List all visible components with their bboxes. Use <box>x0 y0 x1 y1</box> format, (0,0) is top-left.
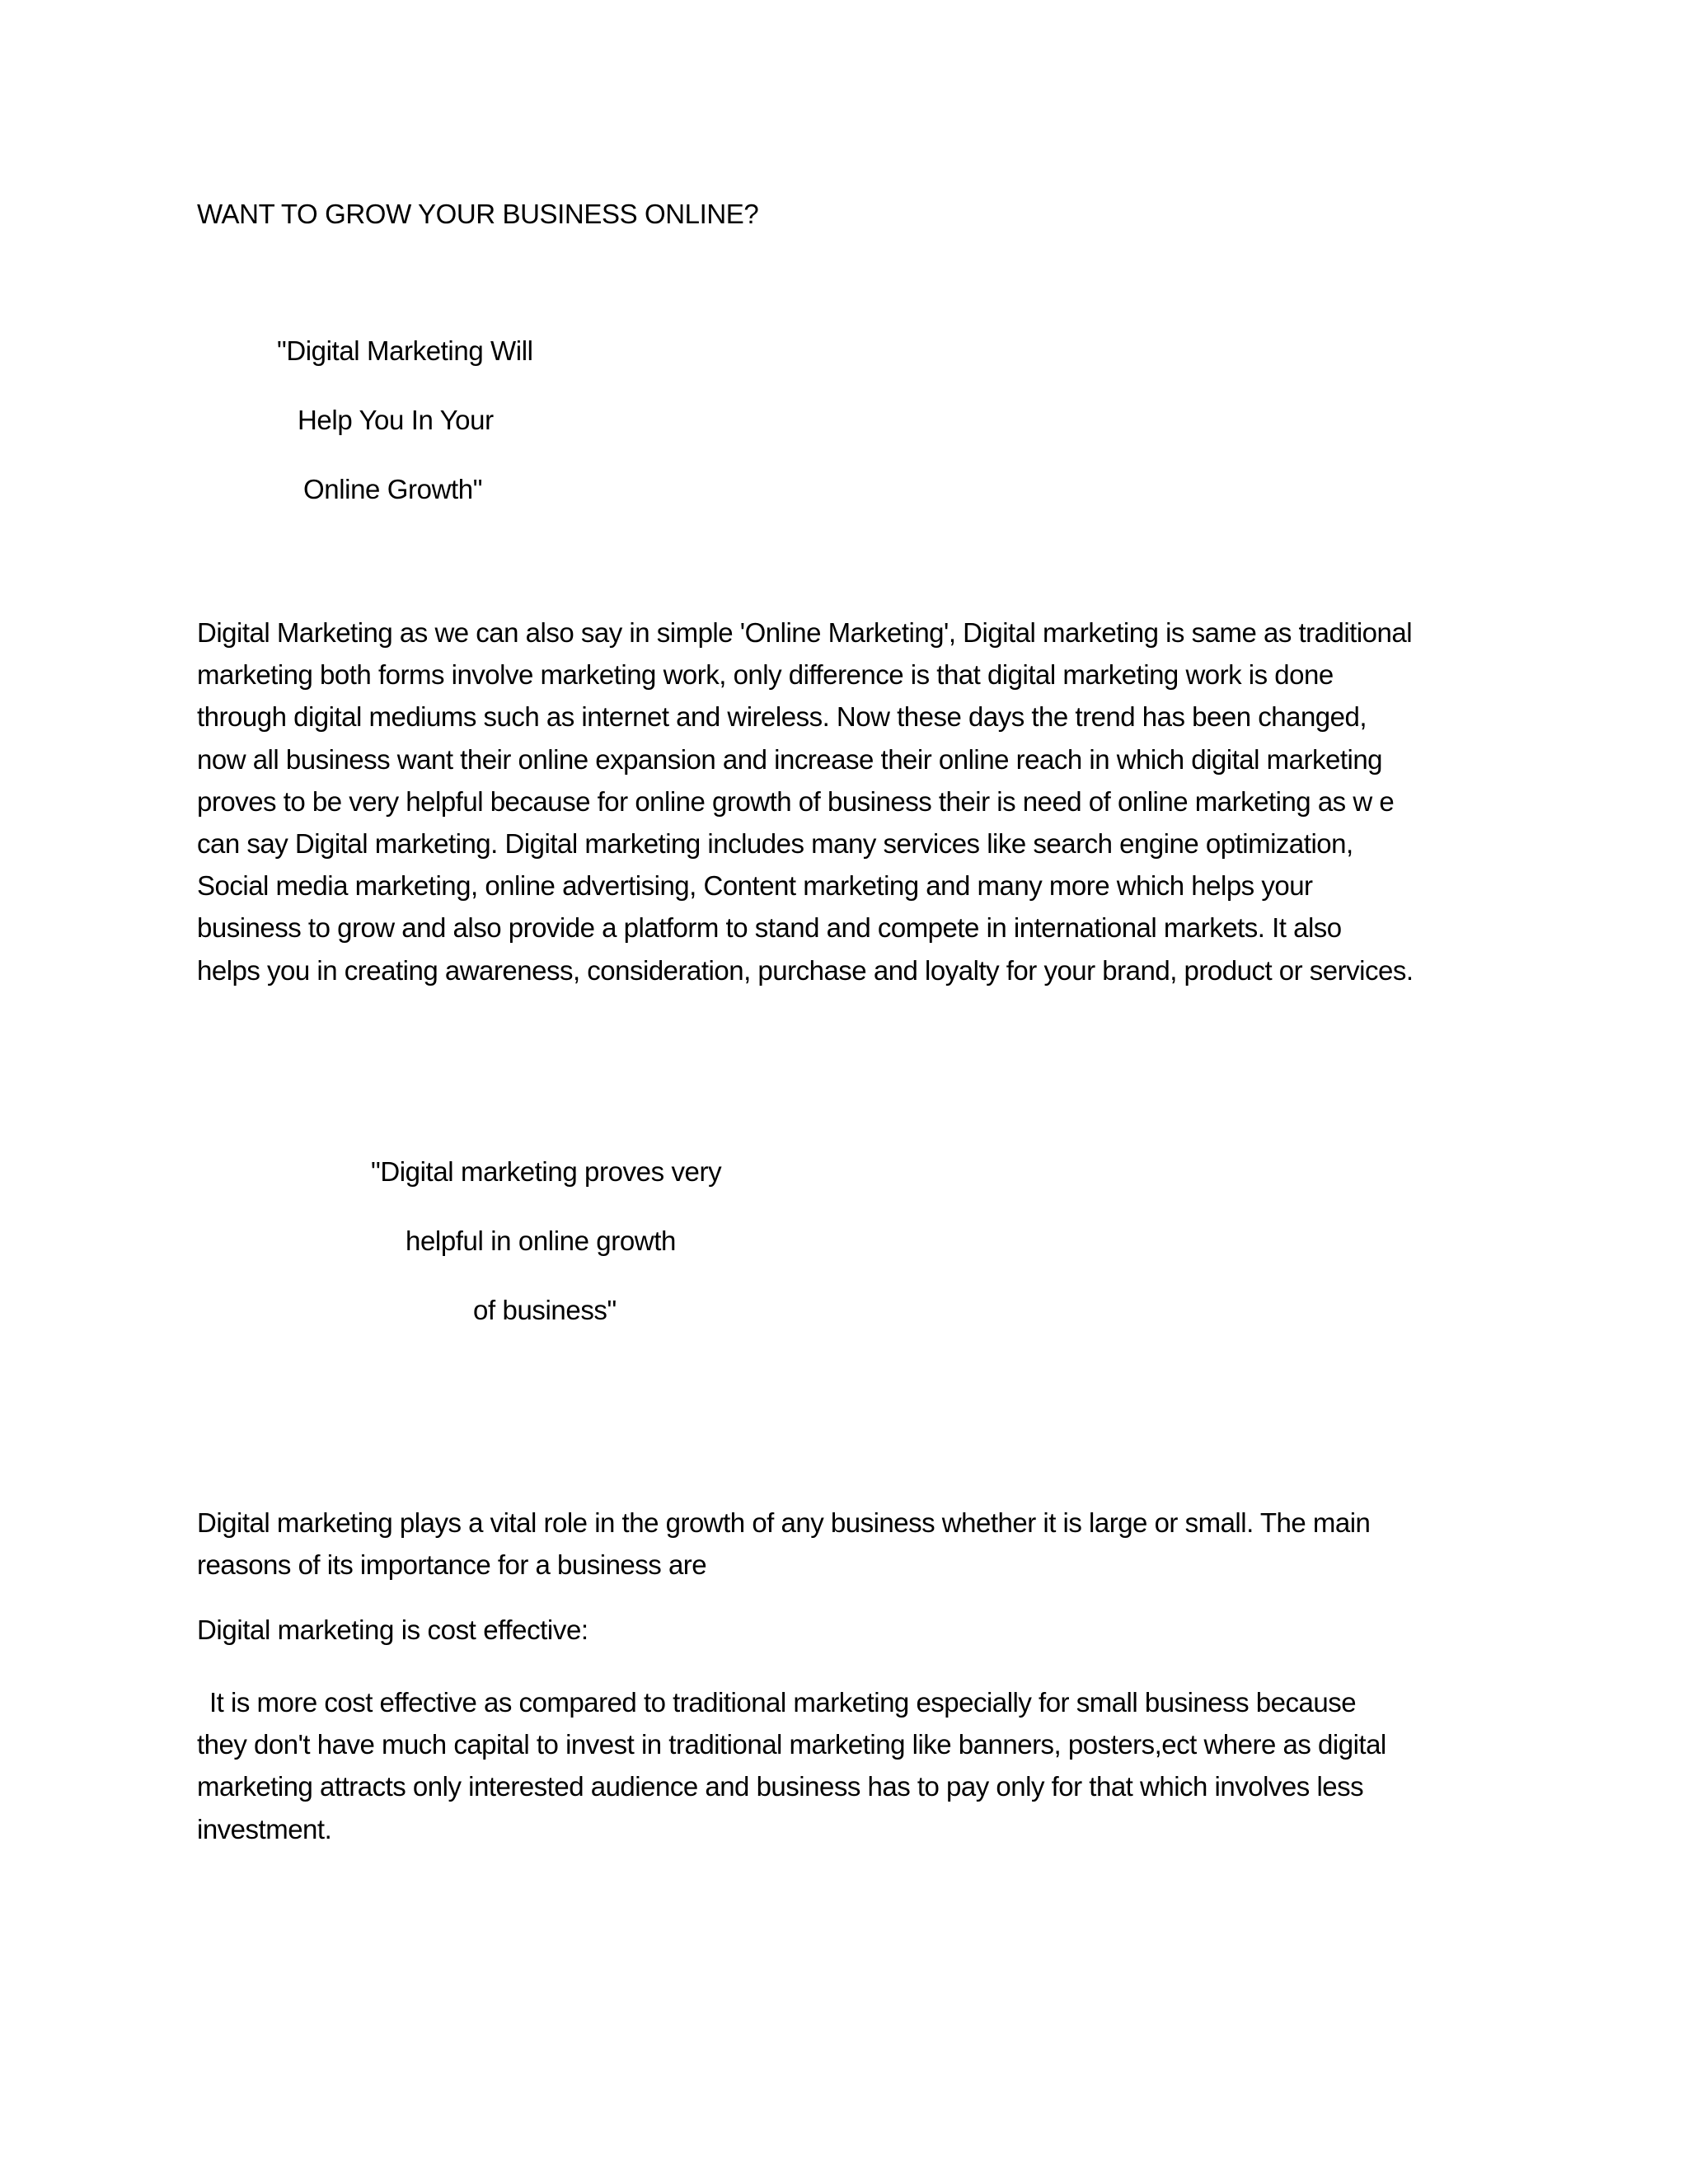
section-subheading: Digital marketing is cost effective: <box>197 1615 588 1645</box>
paragraph-line: It is more cost effective as compared to traditional marketing especially for small business because <box>209 1687 1357 1718</box>
quote-line: of business" <box>473 1295 617 1325</box>
page-heading: WANT TO GROW YOUR BUSINESS ONLINE? <box>197 199 759 229</box>
body-paragraph <box>197 1502 1499 1586</box>
paragraph-line: proves to be very helpful because for online growth of business their is need of online marketing as w e <box>197 785 1395 817</box>
paragraph-line: now all business want their online expansion and increase their online reach in which digital marketing <box>197 743 1383 775</box>
quote-line: "Digital marketing proves very <box>371 1156 722 1187</box>
paragraph-line: helps you in creating awareness, consideration, purchase and loyalty for your brand, product or services. <box>197 954 1414 986</box>
paragraph-line: business to grow and also provide a platform to stand and compete in international markets. It also <box>197 912 1342 944</box>
paragraph-line: investment. <box>197 1813 332 1844</box>
body-paragraph <box>197 1681 1499 1850</box>
paragraph-line: Social media marketing, online advertising, Content marketing and many more which helps your <box>197 870 1313 902</box>
paragraph-line: marketing both forms involve marketing work, only difference is that digital marketing work is done <box>197 659 1334 691</box>
paragraph-line: they don't have much capital to invest in traditional marketing like banners, posters,ect where as digital <box>197 1729 1386 1760</box>
body-paragraph <box>197 612 1499 991</box>
paragraph-line: marketing attracts only interested audience and business has to pay only for that which involves less <box>197 1771 1364 1802</box>
paragraph-line: can say Digital marketing. Digital marketing includes many services like search engine optimization, <box>197 828 1353 860</box>
paragraph-line: Digital Marketing as we can also say in simple 'Online Marketing', Digital marketing is same as traditional <box>197 617 1413 648</box>
quote-line: helpful in online growth <box>406 1226 676 1256</box>
quote-line: "Digital Marketing Will <box>277 335 533 366</box>
quote-line: Online Growth" <box>303 474 483 504</box>
paragraph-line: through digital mediums such as internet and wireless. Now these days the trend has been changed, <box>197 701 1367 733</box>
paragraph-line: Digital marketing plays a vital role in the growth of any business whether it is large or small. The main <box>197 1507 1371 1538</box>
paragraph-line: reasons of its importance for a business are <box>197 1549 707 1581</box>
quote-line: Help You In Your <box>298 405 494 435</box>
